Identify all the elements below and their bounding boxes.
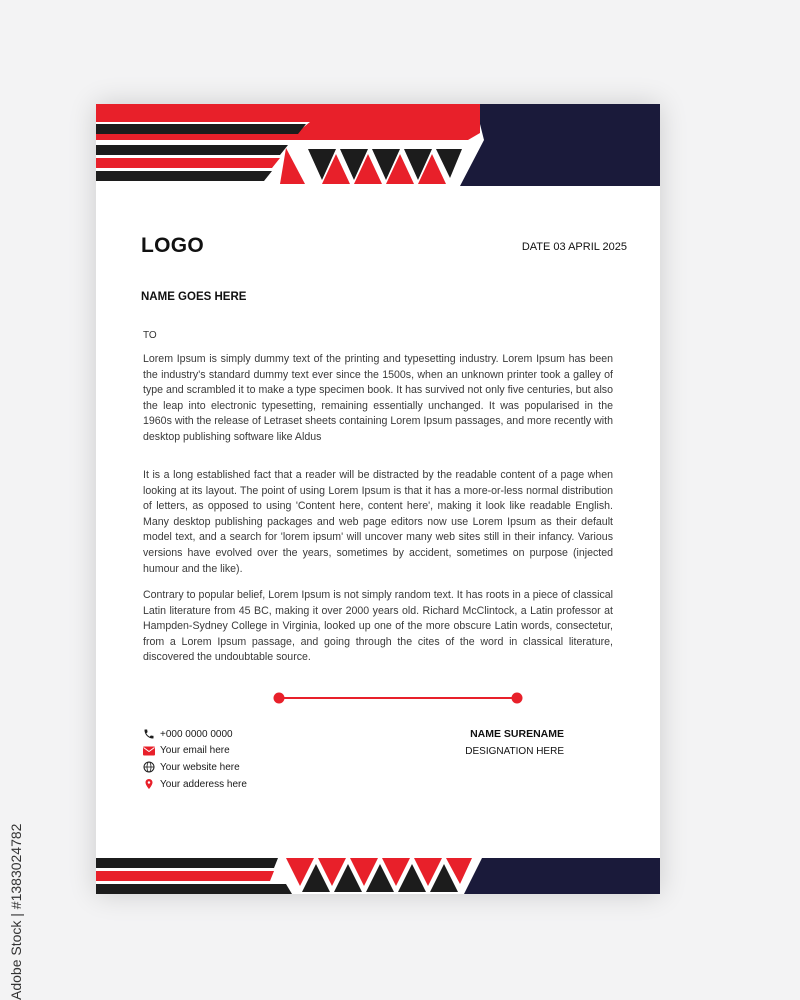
header-navy-block [460, 104, 660, 186]
body-paragraph-2: It is a long established fact that a reader will be distracted by the readable content of a page when looking at its layout. The point of using Lorem Ipsum is that it has a more-or-less normal distribution of letters, as opposed to using 'Content here, content here', making it look like readable English. Many desktop publishing packages and web page editors now use Lorem Ipsum as their default model text, and a search for 'lorem ipsum' will uncover many web sites still in their infancy. Various versions have evolved over the years, sometimes by accident, sometimes on purpose (injected humour and the like). [143, 469, 613, 575]
footer-black-stripe-2 [96, 884, 292, 894]
footer-red-stripe [96, 871, 274, 881]
contact-address [143, 778, 247, 790]
stock-id-watermark: Adobe Stock | #1383024782 [8, 823, 24, 1000]
recipient-to: TO [143, 330, 157, 341]
contact-address-text: Your adderess here [160, 778, 247, 790]
header-black-stripe-3 [96, 171, 272, 181]
header-decoration [96, 104, 660, 194]
globe-icon [143, 761, 155, 773]
divider-line [273, 691, 523, 705]
signature-name: NAME SURENAME [470, 728, 564, 740]
header-black-stripe [96, 124, 306, 134]
header-black-stripe-2 [96, 145, 288, 155]
header-red-stripe [96, 158, 280, 168]
footer-black-stripe [96, 858, 278, 868]
email-icon [143, 746, 155, 756]
contact-email-text: Your email here [160, 745, 230, 756]
contact-website [143, 761, 240, 773]
logo-text: LOGO [141, 234, 205, 257]
letter-date: DATE 03 APRIL 2025 [521, 241, 627, 253]
recipient-name: NAME GOES HERE [141, 291, 247, 303]
body-paragraph-1: Lorem Ipsum is simply dummy text of the printing and typesetting industry. Lorem Ipsum has been the industry's standard dummy text ever since the 1500s, when an unknown printer took a galley of type and scrambled it to make a type specimen book. It has survived not only five centuries, but also the leap into electronic typesetting, remaining essentially unchanged. It was popularised in the 1960s with the release of Letraset sheets containing Lorem Ipsum passages, and more recently with desktop publishing software like Aldus [143, 353, 613, 443]
phone-icon [143, 728, 155, 740]
location-pin-icon [143, 778, 155, 790]
contact-phone-text: +000 0000 0000 [160, 728, 233, 740]
footer-navy-block [464, 858, 660, 894]
letterhead-page [96, 104, 660, 894]
contact-phone [143, 728, 233, 740]
header-triangle [280, 148, 305, 184]
header-red-band [96, 104, 480, 140]
signature-designation: DESIGNATION HERE [465, 746, 564, 757]
footer-decoration [96, 856, 660, 894]
contact-email [143, 745, 230, 756]
contact-website-text: Your website here [160, 761, 240, 773]
body-paragraph-3: Contrary to popular belief, Lorem Ipsum is not simply random text. It has roots in a piece of classical Latin literature from 45 BC, making it over 2000 years old. Richard McClintock, a Latin professor at Hampden-Sydney College in Virginia, looked up one of the more obscure Latin words, consectetur, from a Lorem Ipsum passage, and going through the cites of the word in classical literature, discovered the undoubtable source. [143, 589, 613, 664]
